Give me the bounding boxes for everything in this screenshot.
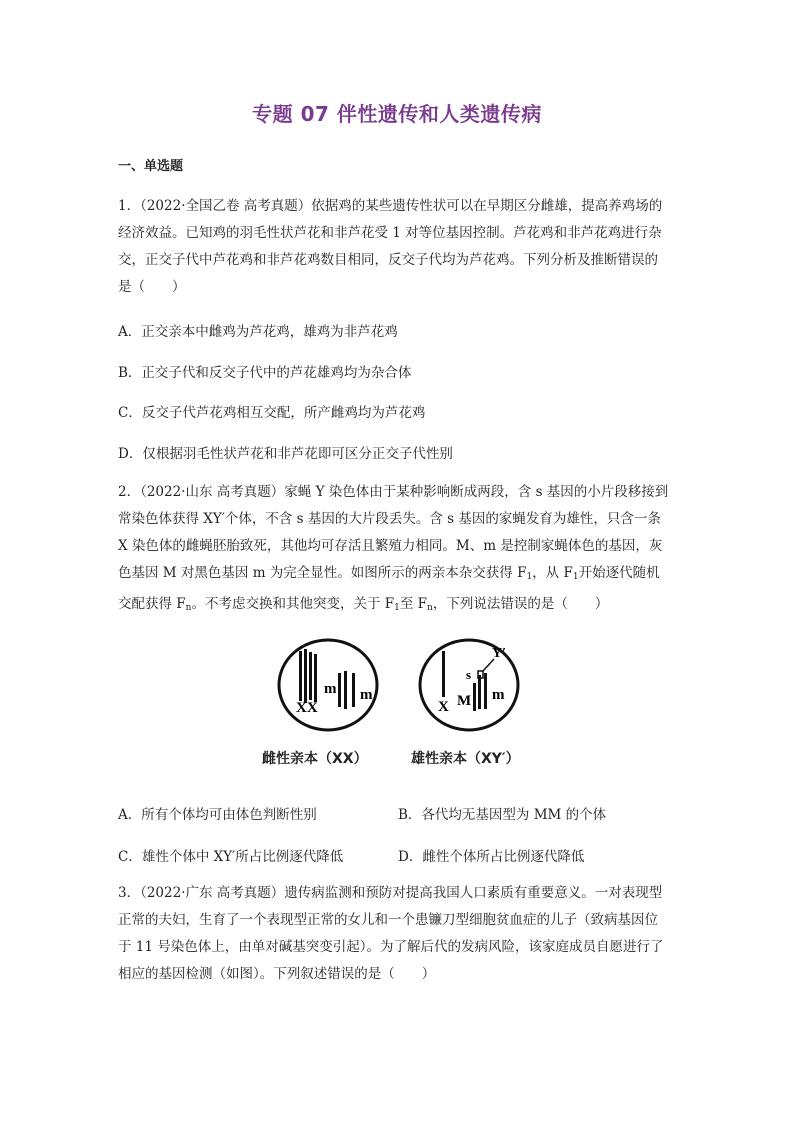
q1-option-a[interactable]: A．正交亲本中雌鸡为芦花鸡，雄鸡为非芦花鸡	[118, 324, 398, 340]
question-3-stem	[118, 880, 678, 988]
female-m-label-1: m	[324, 681, 337, 697]
q3-line: 于 11 号染色体上，由单对碱基突变引起）。为了解后代的发病风险，该家庭成员自愿进行了	[118, 939, 664, 955]
q3-line: 相应的基因检测（如图）。下列叙述错误的是（ ）	[118, 966, 436, 982]
q2-line: 交配获得 $F_n$。不考虑交换和其他突变，关于 $F_1$至 $F_n$，下列说法错误的是（ ）	[118, 596, 609, 613]
female-m-label-2: m	[360, 687, 373, 703]
male-parent-caption: 雄性亲本（XY′）	[411, 751, 520, 767]
male-x-label: X	[438, 699, 449, 715]
q2-line: X 染色体的雌蝇胚胎致死，其他均可存活且繁殖力相同。M、m 是控制家蝇体色的基因，灰	[118, 538, 663, 554]
q1-line: 交，正交子代中芦花鸡和非芦花鸡数目相同，反交子代均为芦花鸡。下列分析及推断错误的	[118, 252, 658, 268]
male-s-label: s	[466, 667, 472, 682]
male-m-label: m	[492, 687, 505, 703]
q2-option-b[interactable]: B．各代均无基因型为 MM 的个体	[398, 807, 607, 823]
q1-option-d[interactable]: D．仅根据羽毛性状芦花和非芦花即可区分正交子代性别	[118, 446, 453, 462]
page-title: 专题 07 伴性遗传和人类遗传病	[252, 102, 542, 126]
q1-line: 经济效益。已知鸡的羽毛性状芦花和非芦花受 1 对等位基因控制。芦花鸡和非芦花鸡进行杂	[118, 225, 662, 241]
section-heading: 一、单选题	[118, 159, 184, 174]
female-parent-caption: 雌性亲本（XX）	[262, 751, 368, 767]
q1-line: 1．（2022·全国乙卷 高考真题）依据鸡的某些遗传性状可以在早期区分雌雄，提高养鸡场的	[118, 198, 663, 214]
q2-line: 色基因 M 对黑色基因 m 为完全显性。如图所示的两亲本杂交获得 $F_1$，从 $F_1$开始逐代随机	[118, 565, 660, 582]
q2-option-d[interactable]: D．雌性个体所占比例逐代降低	[398, 849, 585, 865]
q2-option-a[interactable]: A．所有个体均可由体色判断性别	[118, 807, 317, 823]
male-M-label: M	[457, 693, 472, 709]
q1-option-b[interactable]: B．正交子代和反交子代中的芦花雄鸡均为杂合体	[118, 365, 412, 381]
female-xx-label: XX	[296, 700, 318, 716]
question-1-stem	[118, 193, 678, 301]
male-y-label: Y′	[492, 646, 507, 661]
q3-line: 正常的夫妇，生育了一个表现型正常的女儿和一个患镰刀型细胞贫血症的儿子（致病基因位	[118, 912, 658, 928]
q1-line: 是（ ）	[118, 279, 186, 295]
q2-option-c[interactable]: C．雄性个体中 XY′所占比例逐代降低	[118, 849, 344, 865]
question-2-stem	[118, 479, 678, 622]
q1-option-c[interactable]: C．反交子代芦花鸡相互交配，所产雌鸡均为芦花鸡	[118, 405, 426, 421]
q2-line: 2．（2022·山东 高考真题）家蝇 Y 染色体由于某种影响断成两段，含 s 基因的小片段移接到	[118, 484, 669, 500]
q2-line: 常染色体获得 XY′个体，不含 s 基因的大片段丢失。含 s 基因的家蝇发育为雄性，只含一条	[118, 511, 661, 527]
q3-line: 3．（2022·广东 高考真题）遗传病监测和预防对提高我国人口素质有重要意义。一对表现型	[118, 885, 663, 901]
